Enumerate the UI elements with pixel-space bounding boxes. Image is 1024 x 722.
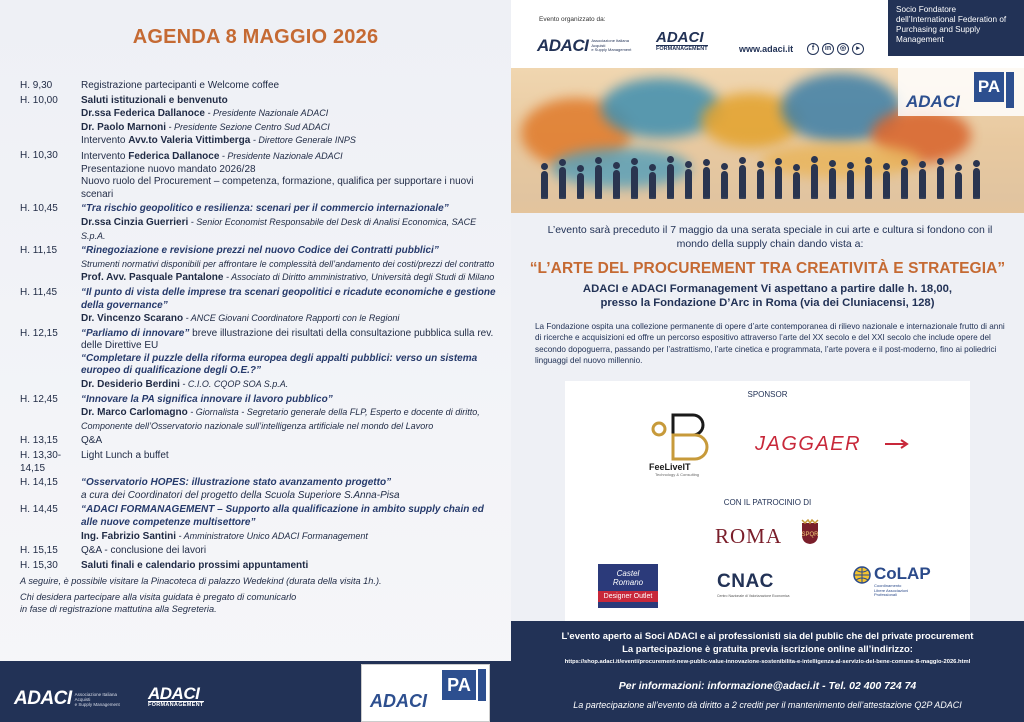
agenda-item — [20, 95, 500, 148]
roma-crest-icon — [801, 519, 819, 545]
organizer-header — [511, 0, 1024, 68]
agenda-time: H. 13,15 — [20, 435, 58, 447]
agenda-line: Dr. Vincenzo Scarano - ANCE Giovani Coordinatore Rapporti con le Regioni — [81, 313, 400, 325]
agenda-line: Dr.ssa Cinzia Guerrieri - Senior Economist Responsabile del Desk di Analisi Economica, SACE S.p.A. — [81, 216, 477, 241]
agenda-line: “Rinegoziazione e revisione prezzi nel nuovo Codice dei Contratti pubblici” — [81, 245, 439, 257]
agenda-time: H. 15,30 — [20, 559, 58, 571]
agenda-line: Registrazione partecipanti e Welcome coffee — [81, 80, 280, 91]
agenda-line: “Il punto di vista delle imprese tra scenari geopolitici e ricadute economiche e gestione della governance” — [81, 286, 496, 311]
agenda-item — [20, 504, 500, 543]
agenda-item — [20, 560, 500, 573]
agenda-item — [20, 435, 500, 448]
agenda-body — [81, 80, 500, 93]
agenda-line: Intervento Federica Dallanoce - Presidente Nazionale ADACI — [81, 150, 343, 162]
agenda-line: Dr.ssa Federica Dallanoce - Presidente Nazionale ADACI — [81, 108, 329, 120]
agenda-panel — [0, 0, 511, 722]
agenda-notes — [20, 575, 490, 619]
agenda-line: Light Lunch a buffet — [81, 450, 169, 462]
agenda-line: “Tra rischio geopolitico e resilienza: scenari per il commercio internazionale” — [81, 203, 449, 215]
agenda-time: H. 10,45 — [20, 203, 58, 215]
agenda-line: “Innovare la PA significa innovare il lavoro pubblico” — [81, 393, 333, 405]
formanagement-header-logo: ADACI FORMANAGEMENT — [656, 29, 708, 52]
registration-footer — [511, 621, 1024, 722]
agenda-line: Dr. Paolo Marnoni - Presidente Sezione Centro Sud ADACI — [81, 121, 330, 133]
agenda-line: Q&A - conclusione dei lavori — [81, 545, 207, 557]
agenda-line: Saluti finali e calendario prossimi appuntamenti — [81, 559, 309, 571]
agenda-item — [20, 150, 500, 201]
agenda-body — [81, 450, 500, 475]
agenda-time: H. 14,45 — [20, 504, 58, 516]
agenda-time: H. 15,15 — [20, 545, 58, 557]
agenda-body — [81, 435, 500, 448]
agenda-body — [81, 287, 500, 326]
event-description: La Fondazione ospita una collezione permanente di opere d’arte contemporanea di rilievo nazionale e internazionale frutto di anni di ricerche e acquisizioni ed offre un percorso espositivo attraverso l’arte del XX secolo e del XXI secolo che include opere del secondo dopoguerra, passando per l’astrattismo, l’arte cinetica e programmata, l’arte povera e il post-moderno, fino ai poliedrici linguaggi del nuovo millennio. — [535, 322, 1005, 366]
agenda-time: H. 11,15 — [20, 245, 58, 257]
agenda-item — [20, 245, 500, 285]
agenda-line: Ing. Fabrizio Santini - Amministratore Unico ADACI Formanagement — [81, 530, 368, 542]
event-panel — [511, 0, 1024, 722]
credits-note: La partecipazione all’evento dà diritto a 2 crediti per il mantenimento dell’attestazione Q2P ADACI — [573, 700, 962, 710]
agenda-item — [20, 80, 500, 93]
adaci-formanagement-logo: ADACI FORMANAGEMENT — [148, 684, 204, 708]
agenda-title: AGENDA 8 MAGGIO 2026 — [132, 26, 379, 48]
youtube-icon[interactable]: ▸ — [852, 43, 864, 55]
participation-info: L’evento aperto ai Soci ADACI e ai professionisti sia del public che del private procurement La partecipazione è gratuita previa iscrizione online all’indirizzo: — [561, 631, 974, 655]
agenda-body — [81, 477, 500, 502]
website-link[interactable]: www.adaci.it — [739, 44, 794, 54]
patrocinio-title: CON IL PATROCINIO DI — [723, 498, 812, 507]
agenda-body — [81, 394, 500, 434]
contact-info: Per informazioni: informazione@adaci.it - Tel. 02 400 724 74 — [618, 680, 917, 692]
agenda-body — [81, 150, 500, 201]
instagram-icon[interactable]: ◎ — [837, 43, 849, 55]
pa-bar — [478, 669, 486, 701]
agenda-line: “Osservatorio HOPES: illustrazione stato avanzamento progetto” — [81, 477, 392, 489]
agenda-line: Dr. Marco Carlomagno - Giornalista - Segretario generale della FLP, Esperto e docente di diritto, Componente dell’Osservatorio nazionale sull’intelligenza artificiale nel mondo del Lavoro — [81, 407, 480, 431]
hero-image — [511, 68, 1024, 213]
adaci-pa-logo: ADACI PA — [361, 664, 490, 722]
agenda-body — [81, 245, 500, 285]
agenda-line: Dr. Desiderio Berdini - C.I.O. CQOP SOA S.p.A. — [81, 379, 289, 391]
adaci-pa-hero-logo: ADACI PA — [898, 68, 1024, 116]
registration-link[interactable]: https://shop.adaci.it/eventi/procurement-new-public-value-innovazione-sostenibilita-e-intelligenza-al-servizio-del-bene-comune-8-maggio-2026.html — [564, 659, 971, 665]
agenda-line: Presentazione nuovo mandato 2026/28 — [81, 163, 256, 175]
agenda-line: Saluti istituzionali e benvenuto — [81, 94, 228, 106]
feelive-mark-icon — [645, 409, 725, 465]
agenda-time: H. 12,45 — [20, 393, 58, 405]
svg-text:SPQR: SPQR — [801, 532, 819, 538]
agenda-item — [20, 477, 500, 502]
visit-note: A seguire, è possibile visitare la Pinacoteca di palazzo Wedekind (durata della visita 1h.). — [20, 576, 382, 586]
agenda-body — [81, 328, 500, 392]
agenda-time: H. 11,45 — [20, 286, 58, 298]
agenda-body — [81, 545, 500, 558]
guided-tour-note: Chi desidera partecipare alla visita guidata è pregato di comunicarlo in fase di registrazione mattutina alla Segreteria. — [20, 592, 297, 614]
agenda-body — [81, 95, 500, 148]
agenda-time: H. 14,15 — [20, 477, 58, 489]
agenda-time: H. 10,30 — [20, 149, 58, 161]
agenda-line: a cura dei Coordinatori del progetto della Scuola Superiore S.Anna-Pisa — [81, 489, 400, 501]
agenda-time: H. 9,30 — [20, 80, 53, 91]
agenda-time: H. 10,00 — [20, 94, 58, 106]
organized-by-label: Evento organizzato da: — [539, 16, 606, 23]
feelive-logo: FeeLiveIT Technology & Consulting — [645, 409, 725, 479]
sponsor-title: SPONSOR — [747, 390, 788, 399]
agenda-line: Nuovo ruolo del Procurement – competenza, formazione, qualifica per supportare i nuovi scenari — [81, 176, 474, 200]
jaggaer-logo: JAGGAER — [755, 433, 862, 455]
agenda-line: “Completare il puzzle della riforma europea degli appalti pubblici: verso un sistema europeo di qualificazione degli O.E.?” — [81, 352, 478, 377]
agenda-body — [81, 560, 500, 573]
socio-fondatore-badge: Socio Fondatore dell’International Federation of Purchasing and Supply Management — [888, 0, 1024, 56]
agenda-item — [20, 394, 500, 434]
agenda-line: Prof. Avv. Pasquale Pantalone - Associato di Diritto amministrativo, Università degli Studi di Milano — [81, 272, 495, 284]
agenda-time: H. 13,30-14,15 — [20, 450, 62, 474]
castel-romano-logo: Castel Romano Designer Outlet — [598, 564, 658, 608]
agenda-body — [81, 203, 500, 243]
agenda-line: Intervento Avv.to Valeria Vittimberga - Direttore Generale INPS — [81, 135, 356, 147]
agenda-line: “ADACI FORMANAGEMENT – Supporto alla qualificazione in ambito supply chain ed alle nuove competenze multisettore” — [81, 504, 484, 528]
colap-globe-icon — [853, 566, 871, 584]
agenda-body — [81, 504, 500, 543]
agenda-line: Q&A — [81, 435, 103, 447]
adaci-logo: ADACI Associazione Italiana Acquisti e Supply Management — [14, 688, 120, 709]
agenda-item — [20, 328, 500, 392]
agenda-item — [20, 545, 500, 558]
event-subtitle: ADACI e ADACI Formanagement Vi aspettano a partire dalle h. 18,00, presso la Fondazione D’Arc in Roma (via dei Cluniacensi, 128) — [582, 283, 953, 309]
agenda-item — [20, 450, 500, 475]
agenda-item — [20, 287, 500, 326]
linkedin-icon[interactable]: in — [822, 43, 834, 55]
adaci-header-logo: ADACI Associazione Italiana Acquisti e Supply Management — [537, 36, 632, 55]
agenda-list — [20, 80, 500, 574]
facebook-icon[interactable]: f — [807, 43, 819, 55]
agenda-line: “Parliamo di innovare” breve illustrazione dei risultati della consultazione pubblica sulla rev. delle Direttive EU — [81, 327, 494, 352]
sponsor-box: SPONSOR FeeLiveIT Technology & Consulting JAGGAER CON IL PATROCINIO DI ROMA SPQR Castel Romano Designer Outlet CNAC Centro Nazionale di Valorizzazione Economica CoLAP Coordinamento Libere Associazioni Professionali — [565, 381, 970, 621]
event-intro: L’evento sarà preceduto il 7 maggio da una serata speciale in cui arte e cultura si fondono con il mondo della supply chain dando vista a: — [547, 224, 993, 250]
jaggaer-arrow-icon — [885, 439, 909, 449]
cnac-logo: CNAC Centro Nazionale di Valorizzazione Economica — [717, 571, 790, 598]
agenda-line: Strumenti normativi disponibili per affrontare le complessità dell’andamento dei costi/prezzi del contratto — [81, 258, 495, 269]
agenda-item — [20, 203, 500, 243]
roma-logo: ROMA — [715, 524, 783, 548]
event-title: “L’ARTE DEL PROCUREMENT TRA CREATIVITÀ E STRATEGIA” — [529, 260, 1006, 277]
agenda-time: H. 12,15 — [20, 327, 58, 339]
